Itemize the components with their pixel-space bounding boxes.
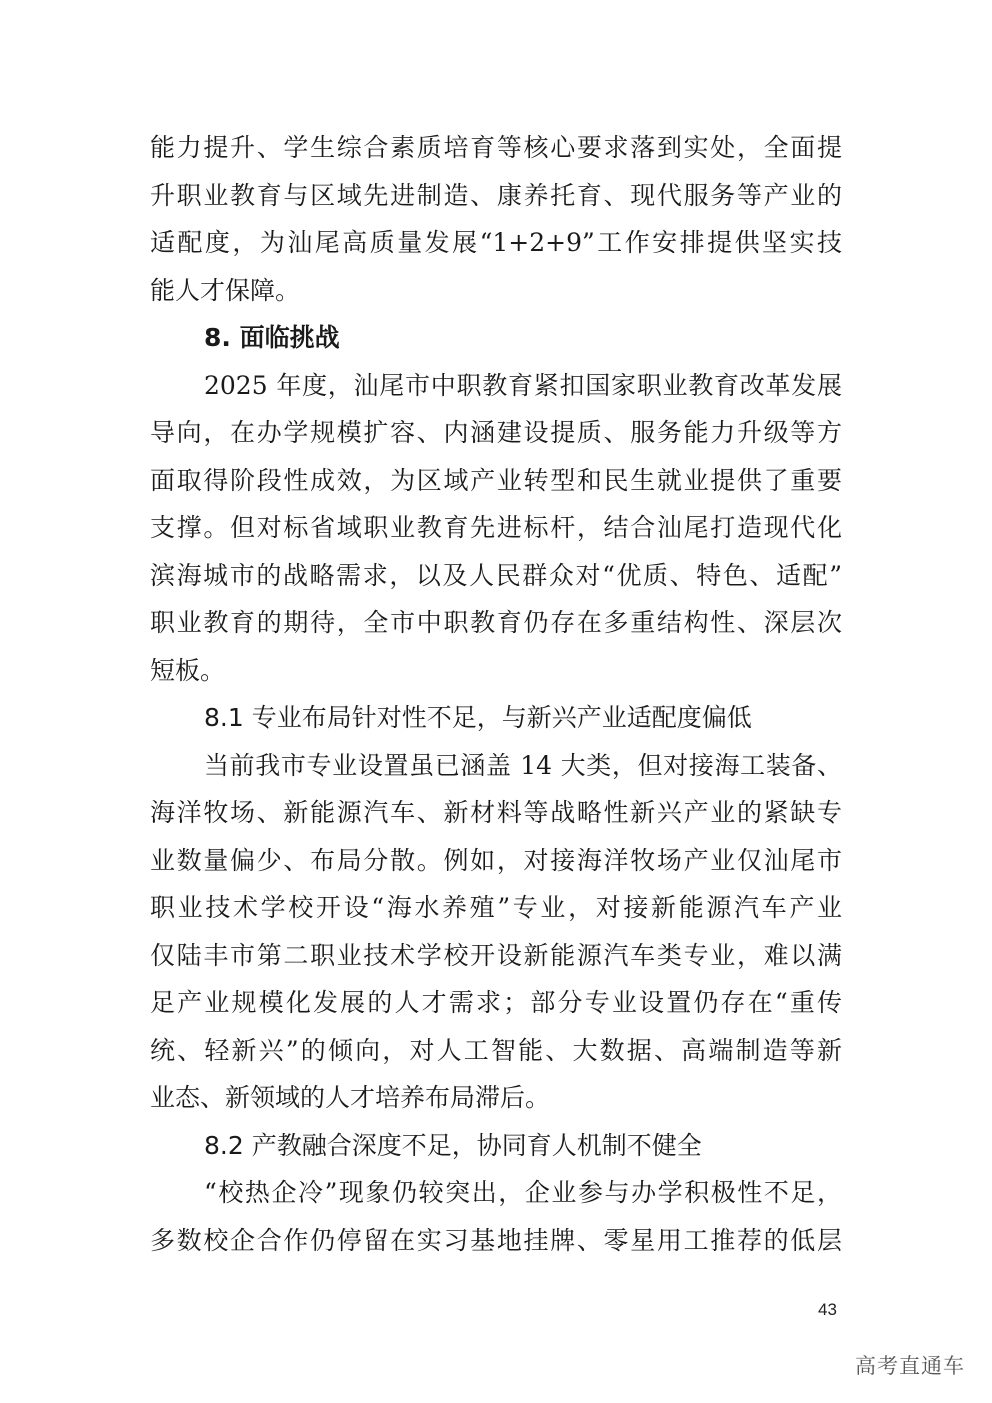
text-line: 升职业教育与区域先进制造、康养托育、现代服务等产业的: [150, 180, 842, 210]
text-line: 能力提升、学生综合素质培育等核心要求落到实处，全面提: [150, 133, 842, 162]
text-line: 短板。: [150, 655, 226, 685]
section-heading-8: 8. 面临挑战: [204, 323, 340, 352]
text-line: 2025 年度，汕尾市中职教育紧扣国家职业教育改革发展: [204, 370, 842, 400]
text-line: 统、轻新兴”的倾向，对人工智能、大数据、高端制造等新: [150, 1035, 842, 1065]
text-line: “校热企冷”现象仍较突出，企业参与办学积极性不足，: [204, 1178, 842, 1207]
text-line: 面取得阶段性成效，为区域产业转型和民生就业提供了重要: [150, 465, 842, 495]
text-line: 导向，在办学规模扩容、内涵建设提质、服务能力升级等方: [150, 418, 842, 447]
text-line: 足产业规模化发展的人才需求；部分专业设置仍存在“重传: [150, 988, 842, 1017]
section-8-paragraph: [150, 362, 842, 695]
section-8-2-paragraph: [150, 1169, 842, 1264]
text-line: 当前我市专业设置虽已涵盖 14 大类，但对接海工装备、: [204, 750, 842, 780]
text-line: 职业教育的期待，全市中职教育仍存在多重结构性、深层次: [150, 608, 842, 637]
text-line: 适配度，为汕尾高质量发展“1+2+9”工作安排提供坚实技: [150, 228, 842, 257]
text-line: 滨海城市的战略需求，以及人民群众对“优质、特色、适配”: [150, 560, 842, 590]
section-heading-8-2: 8.2 产教融合深度不足，协同育人机制不健全: [204, 1130, 702, 1160]
page-body: [150, 124, 842, 1264]
watermark-text: 高考直通车: [855, 1354, 965, 1378]
section-heading-8-1: 8.1 专业布局针对性不足，与新兴产业适配度偏低: [204, 703, 752, 732]
text-line: 职业技术学校开设“海水养殖”专业，对接新能源汽车产业: [150, 893, 842, 922]
text-line: 能人才保障。: [150, 275, 301, 305]
page-number: 43: [818, 1300, 837, 1319]
text-line: 多数校企合作仍停留在实习基地挂牌、零星用工推荐的低层: [150, 1225, 842, 1255]
text-line: 业态、新领域的人才培养布局滞后。: [150, 1083, 551, 1112]
text-line: 业数量偏少、布局分散。例如，对接海洋牧场产业仅汕尾市: [150, 845, 842, 875]
text-line: 海洋牧场、新能源汽车、新材料等战略性新兴产业的紧缺专: [150, 798, 842, 827]
text-line: 支撑。但对标省域职业教育先进标杆，结合汕尾打造现代化: [150, 513, 842, 542]
section-8-1-paragraph: [150, 742, 842, 1122]
continuation-paragraph: [150, 124, 842, 314]
text-line: 仅陆丰市第二职业技术学校开设新能源汽车类专业，难以满: [150, 940, 842, 970]
